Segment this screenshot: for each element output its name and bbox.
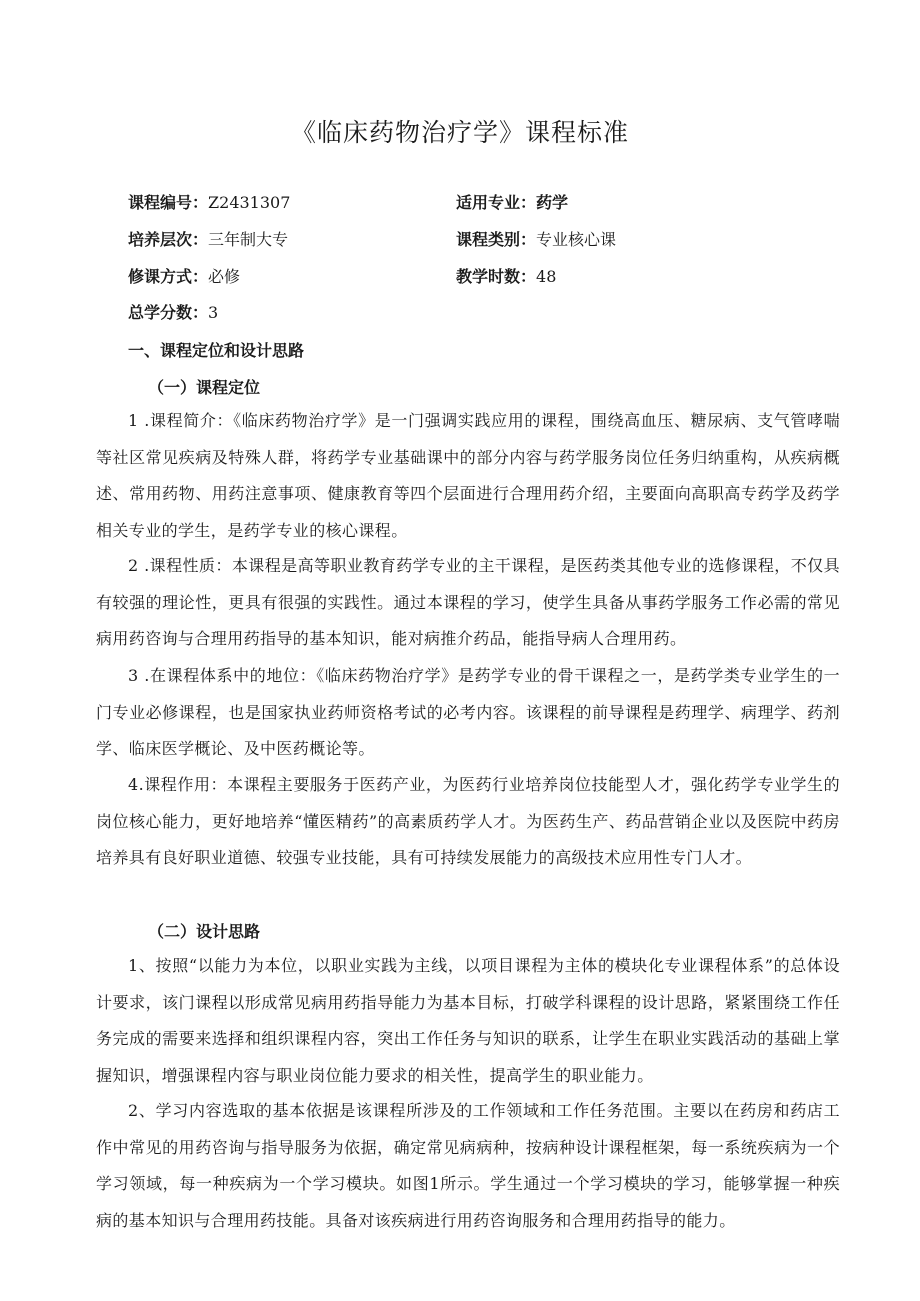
course-code-value: Z2431307: [208, 193, 291, 212]
subsection-heading-design: （二）设计思路: [148, 922, 261, 941]
paragraph-position: 3 .在课程体系中的地位：《临床药物治疗学》是药学专业的骨干课程之一，是药学类专业学生的一门专业必修课程，也是国家执业药师资格考试的必考内容。该课程的前导课程是药理学、病理学、药剂学、临床医学概论、及中医药概论等。: [96, 666, 840, 758]
major-label: 适用专业：: [456, 193, 537, 212]
paragraph-intro: 1 .课程简介：《临床药物治疗学》是一门强调实践应用的课程，围绕高血压、糖尿病、支气管哮喘等社区常见疾病及特殊人群，将药学专业基础课中的部分内容与药学服务岗位任务归纳重构，从疾病概述、常用药物、用药注意事项、健康教育等四个层面进行合理用药介绍，主要面向高职高专药学及药学相关专业的学生，是药学专业的核心课程。: [96, 411, 840, 540]
study-mode-value: 必修: [208, 267, 241, 286]
paragraph-design-2: 2、学习内容选取的基本依据是该课程所涉及的工作领域和工作任务范围。主要以在药房和药店工作中常见的用药咨询与指导服务为依据，确定常见病病种，按病种设计课程框架，每一系统疾病为一个学习领域，每一种疾病为一个学习模块。如图1所示。学生通过一个学习模块的学习，能够掌握一种疾病的基本知识与合理用药技能。具备对该疾病进行用药咨询服务和合理用药指导的能力。: [96, 1101, 840, 1230]
paragraph-role: 4.课程作用：本课程主要服务于医药产业，为医药行业培养岗位技能型人才，强化药学专业学生的岗位核心能力，更好地培养“懂医精药”的高素质药学人才。为医药生产、药品营销企业以及医院中药房培养具有良好职业道德、较强专业技能，具有可持续发展能力的高级技术应用性专门人才。: [96, 775, 840, 867]
credits-value: 3: [208, 303, 219, 322]
course-code-label: 课程编号：: [128, 193, 209, 212]
subsection-heading-positioning: （一）课程定位: [148, 378, 261, 397]
hours-label: 教学时数：: [456, 267, 537, 286]
hours-value: 48: [536, 267, 557, 286]
level-label: 培养层次：: [128, 230, 209, 249]
document-title: 《临床药物治疗学》课程标准: [290, 118, 629, 147]
paragraph-design-1: 1、按照“以能力为本位，以职业实践为主线，以项目课程为主体的模块化专业课程体系”的总体设计要求，该门课程以形成常见病用药指导能力为基本目标，打破学科课程的设计思路，紧紧围绕工作任务完成的需要来选择和组织课程内容，突出工作任务与知识的联系，让学生在职业实践活动的基础上掌握知识，增强课程内容与职业岗位能力要求的相关性，提高学生的职业能力。: [96, 956, 840, 1085]
section-heading-1: 一、课程定位和设计思路: [128, 341, 305, 360]
study-mode-label: 修课方式：: [128, 267, 209, 286]
category-label: 课程类别：: [456, 230, 537, 249]
paragraph-nature: 2 .课程性质：本课程是高等职业教育药学专业的主干课程，是医药类其他专业的选修课程，不仅具有较强的理论性，更具有很强的实践性。通过本课程的学习，使学生具备从事药学服务工作必需的常见病用药咨询与合理用药指导的基本知识，能对病推介药品，能指导病人合理用药。: [96, 556, 840, 648]
credits-label: 总学分数：: [128, 303, 209, 322]
level-value: 三年制大专: [208, 230, 289, 249]
category-value: 专业核心课: [536, 230, 617, 249]
major-value: 药学: [536, 193, 569, 212]
